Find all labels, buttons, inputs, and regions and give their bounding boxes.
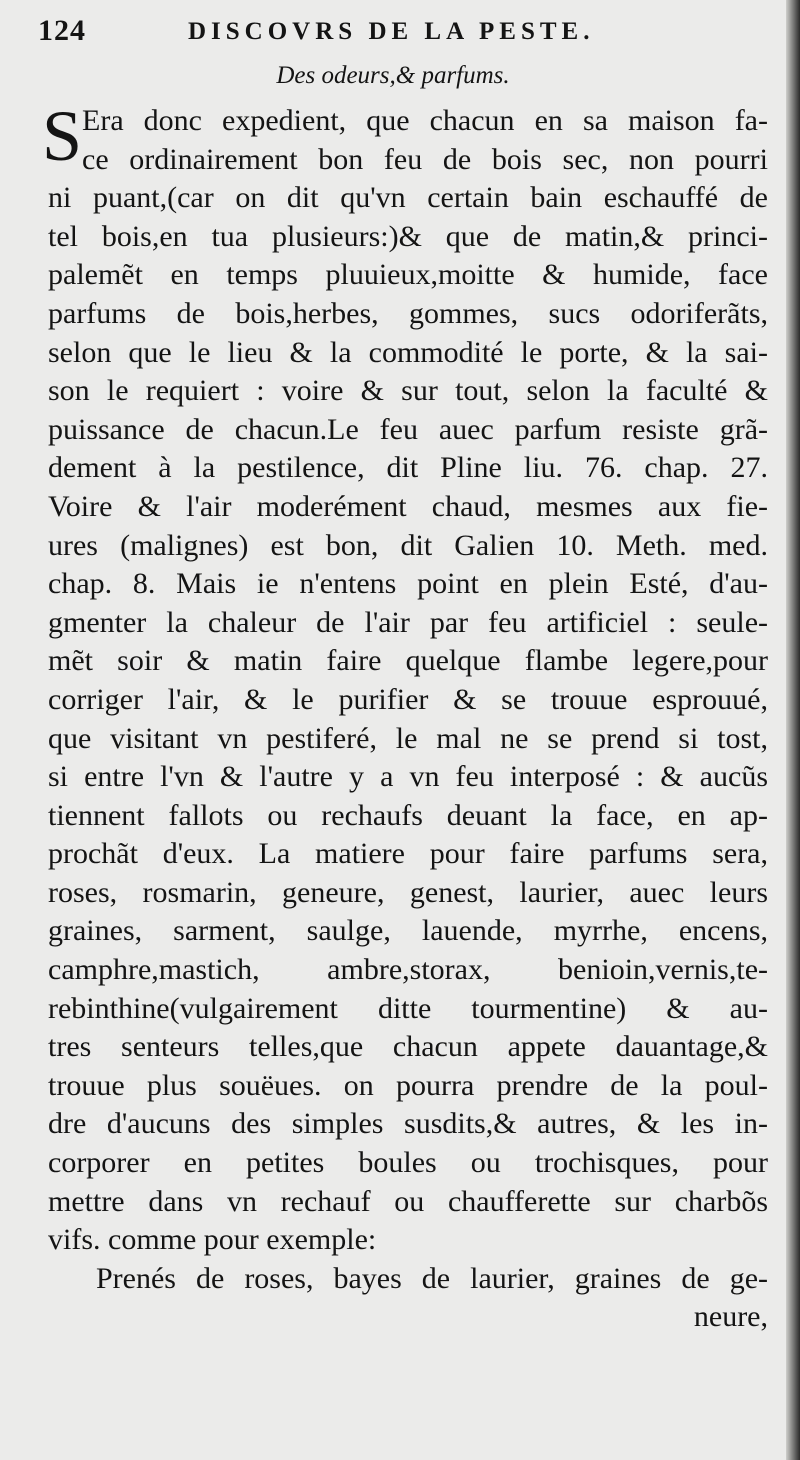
text-line: roses, rosmarin, geneure, genest, laurier, auec leurs [48,875,768,909]
text-line: Voire & l'air moderément chaud, mesmes aux fie- [48,489,768,523]
text-line: mẽt soir & matin faire quelque flambe legere,pour [48,644,768,678]
text-line: son le requiert : voire & sur tout, selon la faculté & [48,374,768,408]
page-edge-shadow [786,0,800,1460]
text-line: prochãt d'eux. La matiere pour faire parfums sera, [48,837,768,871]
page-number: 124 [38,14,86,47]
text-line: tiennent fallots ou rechaufs deuant la face, en ap- [48,798,768,832]
text-line: Prenés de roses, bayes de laurier, graines de ge- [96,1261,768,1295]
text-line: ures (malignes) est bon, dit Galien 10. Meth. med. [48,528,768,562]
text-line: corriger l'air, & le purifier & se trouue esprouué, [48,682,768,716]
text-line: Era donc expedient, que chacun en sa maison fa- [82,104,768,137]
text-line: tel bois,en tua plusieurs:)& que de matin,& princi- [48,219,768,253]
text-line: vifs. comme pour exemple: [48,1223,377,1257]
text-line: puissance de chacun.Le feu auec parfum resiste grã- [48,412,768,446]
text-line: chap. 8. Mais ie n'entens point en plein Esté, d'au- [48,567,768,601]
text-line: dre d'aucuns des simples susdits,& autres, & les in- [48,1107,768,1141]
body-text [42,96,768,1337]
text-line: ce ordinairement bon feu de bois sec, non pourri [82,142,768,176]
text-line: selon que le lieu & la commodité le porte, & la sai- [48,335,768,369]
text-line: parfums de bois,herbes, gommes, sucs odoriferãts, [48,296,768,330]
text-line: dement à la pestilence, dit Pline liu. 76. chap. 27. [48,451,768,485]
text-line: tres senteurs telles,que chacun appete dauantage,& [48,1030,768,1064]
drop-cap: S [42,96,83,176]
section-title: Des odeurs,& parfums. [276,62,510,89]
catchword-line: neure, [693,1300,768,1334]
text-line: corporer en petites boules ou trochisques, pour [48,1146,768,1180]
text-line: trouue plus souëues. on pourra prendre de la poul- [48,1068,768,1102]
text-line: graines, sarment, saulge, lauende, myrrhe, encens, [48,914,768,948]
running-title: DISCOVRS DE LA PESTE. [188,18,595,45]
text-line: palemẽt en temps pluuieux,moitte & humide, face [48,258,768,292]
text-line: gmenter la chaleur de l'air par feu artificiel : seule- [48,605,768,639]
text-line: rebinthine(vulgairement ditte tourmentine) & au- [48,991,768,1025]
text-line: camphre,mastich, ambre,storax, benioin,vernis,te- [48,953,768,987]
text-line: mettre dans vn rechauf ou chaufferette sur charbõs [48,1184,768,1218]
text-line: ni puant,(car on dit qu'vn certain bain eschauffé de [48,181,768,215]
text-line: que visitant vn pestiferé, le mal ne se prend si tost, [48,721,768,755]
page-header [38,14,768,54]
text-line: si entre l'vn & l'autre y a vn feu interposé : & aucũs [48,760,768,794]
